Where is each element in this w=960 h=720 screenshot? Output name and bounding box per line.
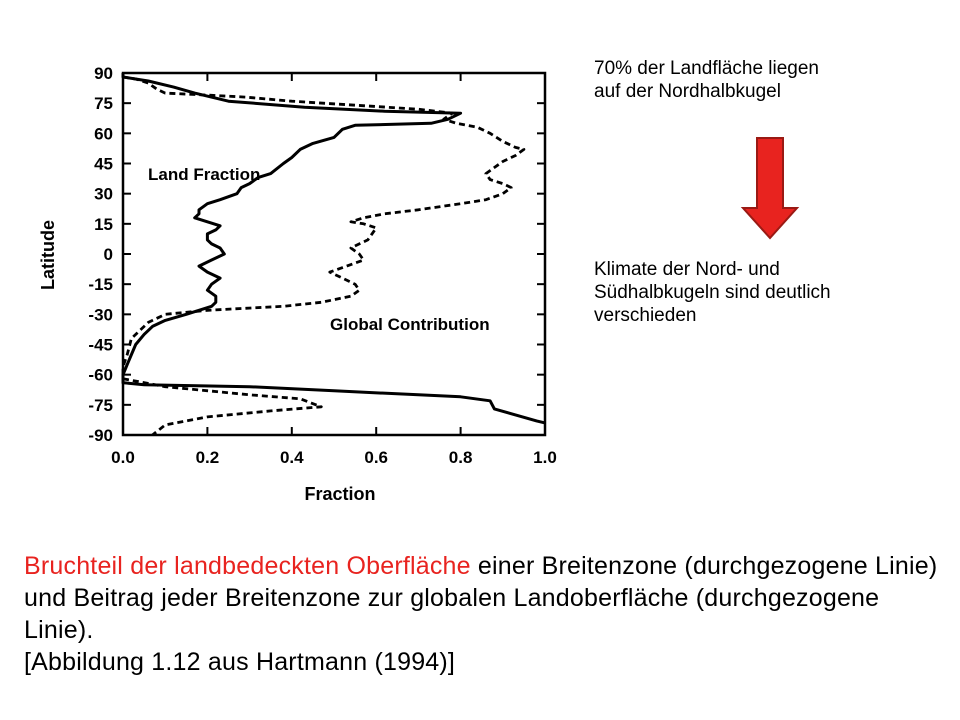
y-tick-label: 30: [94, 184, 113, 204]
x-tick-label: 0.4: [279, 448, 304, 467]
annotation-global-contribution: Global Contribution: [330, 315, 490, 334]
note-northern-land: [594, 57, 934, 103]
annotation-land-fraction: Land Fraction: [148, 165, 261, 184]
y-tick-label: -60: [88, 365, 113, 385]
y-tick-label: -45: [88, 335, 113, 355]
caption-reference: [Abbildung 1.12 aus Hartmann (1994)]: [24, 648, 456, 676]
note-line: Klimate der Nord- und: [594, 259, 780, 280]
y-axis-label: Latitude: [38, 220, 58, 290]
y-tick-label: 90: [94, 64, 113, 83]
y-tick-label: 60: [94, 124, 113, 144]
caption-highlight: Bruchteil der landbedeckten Oberfläche: [24, 552, 471, 580]
y-tick-label: 45: [94, 154, 113, 174]
down-arrow-icon: [740, 136, 800, 241]
figure-caption: [24, 550, 944, 678]
x-tick-label: 0.8: [448, 448, 473, 467]
x-tick-label: 0.2: [195, 448, 220, 467]
x-tick-label: 0.0: [111, 448, 135, 467]
y-tick-label: -30: [88, 305, 113, 325]
caption-text: einer Breitenzone (durchgezogene Linie) und Beitrag jeder Breitenzone zur globalen Landoberfläche (durchgezogene Linie).: [24, 552, 938, 644]
note-climate-difference: [594, 258, 934, 327]
y-tick-label: -90: [88, 426, 113, 445]
y-tick-label: 75: [94, 94, 113, 114]
plot-frame: [123, 73, 545, 435]
x-axis-label: Fraction: [304, 484, 376, 504]
note-line: Südhalbkugeln sind deutlich: [594, 282, 831, 303]
y-tick-label: -15: [88, 275, 113, 295]
x-tick-label: 0.6: [364, 448, 389, 467]
y-tick-label: 0: [103, 245, 113, 264]
note-line: verschieden: [594, 305, 697, 326]
series-line-global-contribution: [123, 77, 524, 435]
y-tick-label: 15: [94, 214, 113, 234]
note-line: auf der Nordhalbkugel: [594, 81, 781, 102]
series-line-land-fraction: [123, 73, 545, 423]
note-line: 70% der Landfläche liegen: [594, 58, 820, 79]
y-tick-label: -75: [88, 395, 113, 415]
data-lines: [123, 73, 545, 435]
x-tick-label: 1.0: [533, 448, 557, 467]
